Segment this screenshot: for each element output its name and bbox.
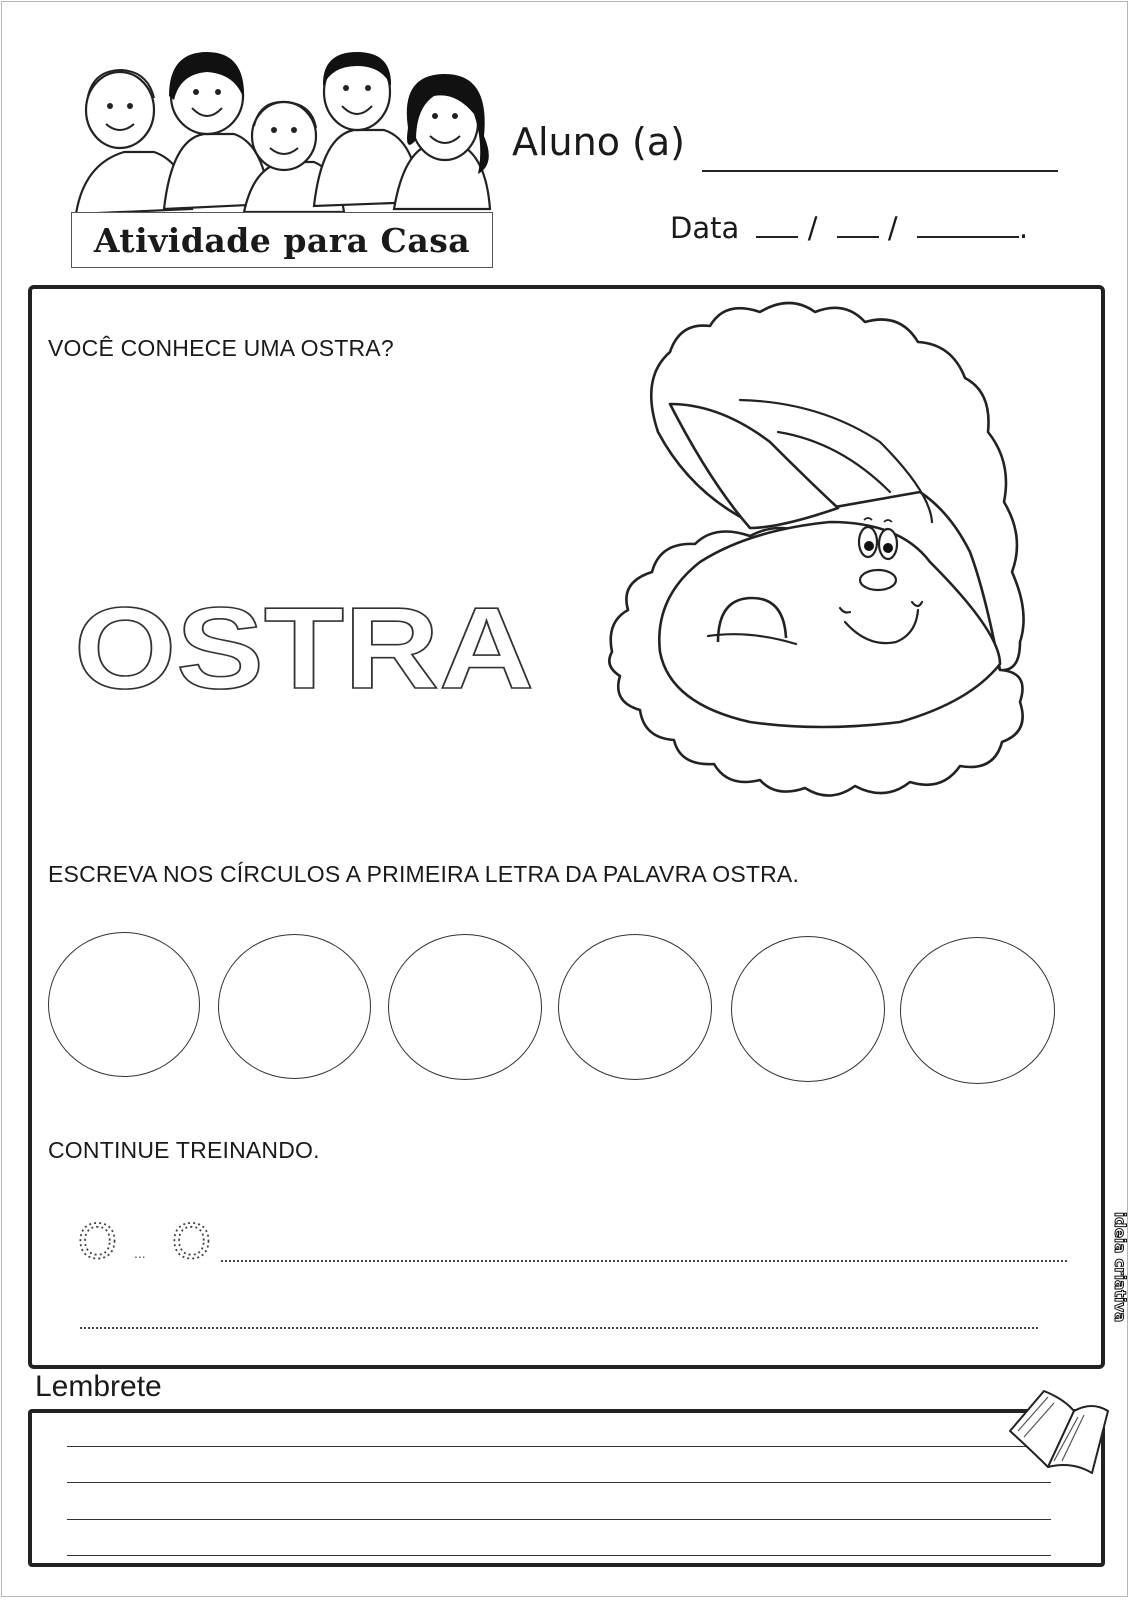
answer-circle-3[interactable]: [388, 934, 542, 1080]
date-month-blank[interactable]: [837, 216, 879, 238]
reminder-line-3[interactable]: [67, 1519, 1051, 1520]
date-separator-2: /: [887, 211, 898, 245]
answer-circle-6[interactable]: [900, 937, 1055, 1084]
activity-banner-title: Atividade para Casa: [71, 212, 493, 268]
date-day-blank[interactable]: [756, 216, 798, 238]
side-credit-logo: [1107, 1212, 1131, 1330]
student-label: Aluno (a): [512, 120, 685, 164]
reminder-label: Lembrete: [35, 1370, 162, 1403]
trace-letter-1[interactable]: O: [78, 1218, 117, 1269]
side-credit-text: ideia criativa: [1111, 1212, 1129, 1323]
student-name-field[interactable]: [702, 170, 1058, 172]
reminder-line-4[interactable]: [67, 1555, 1051, 1556]
trace-gap-dots: ...: [134, 1245, 146, 1261]
instruction-write-first-letter: ESCREVA NOS CÍRCULOS A PRIMEIRA LETRA DA PALAVRA OSTRA.: [48, 861, 800, 887]
instruction-continue-training: CONTINUE TREINANDO.: [48, 1137, 320, 1163]
writing-line-1[interactable]: [221, 1260, 1067, 1262]
oyster-illustration: [600, 292, 1070, 812]
letter-tracing-row: [76, 1218, 1076, 1278]
question-know-oyster: VOCÊ CONHECE UMA OSTRA?: [48, 335, 394, 361]
trace-letter-2[interactable]: O: [172, 1218, 211, 1269]
answer-circle-5[interactable]: [731, 936, 885, 1082]
answer-circle-4[interactable]: [558, 934, 712, 1080]
answer-circle-1[interactable]: [48, 932, 200, 1077]
date-end: .: [1018, 211, 1029, 245]
answer-circle-2[interactable]: [218, 934, 371, 1079]
date-field[interactable]: [670, 211, 1028, 245]
outline-word-text: OSTRA: [74, 590, 534, 710]
open-book-icon: [1004, 1381, 1110, 1477]
outline-word-ostra: [70, 590, 540, 710]
reminder-line-1[interactable]: [67, 1446, 1051, 1447]
writing-line-2[interactable]: [80, 1327, 1038, 1329]
reminder-line-2[interactable]: [67, 1482, 1051, 1483]
date-year-blank[interactable]: [917, 216, 1019, 238]
date-separator-1: /: [807, 211, 818, 245]
date-label: Data: [670, 211, 740, 245]
reminder-box: [28, 1409, 1105, 1567]
